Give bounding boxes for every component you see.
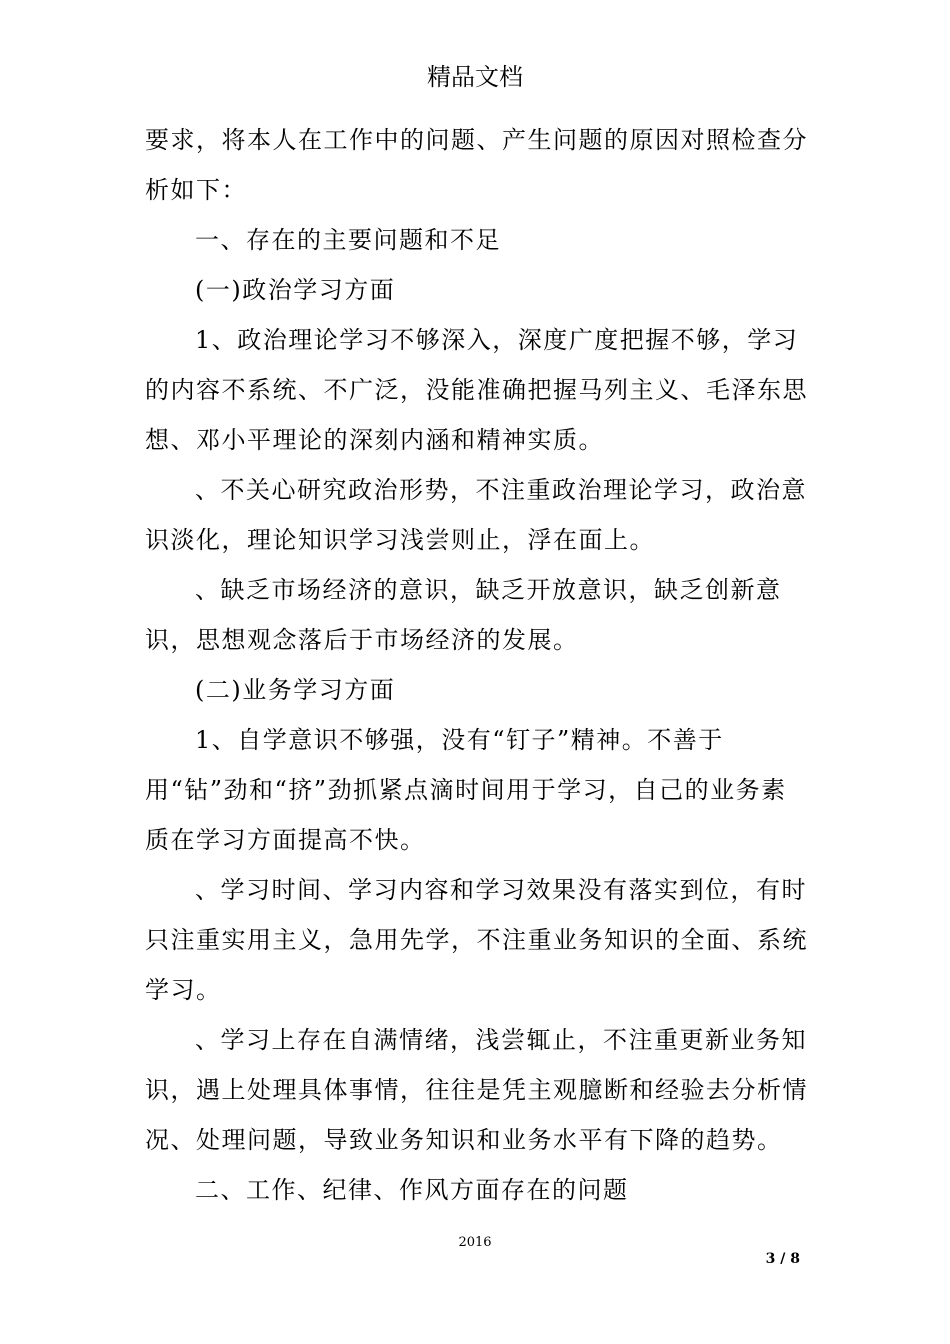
paragraph-business-item-3: 、学习上存在自满情绪，浅尝辄止，不注重更新业务知识，遇上处理具体事情，往往是凭主观臆断和经验去分析情况、处理问题，导致业务知识和业务水平有下降的趋势。 xyxy=(145,1026,808,1154)
page-number: 3 / 8 xyxy=(765,1251,800,1267)
paragraph-political-item-3: 、缺乏市场经济的意识，缺乏开放意识，缺乏创新意识，思想观念落后于市场经济的发展。 xyxy=(145,576,782,654)
page-header-title: 精品文档 xyxy=(427,63,523,91)
paragraph-business-item-1: 1、自学意识不够强，没有“钉子”精神。不善于用“钻”劲和“挤”劲抓紧点滴时间用于学习，自己的业务素质在学习方面提高不快。 xyxy=(145,726,787,854)
paragraph-business-item-2: 、学习时间、学习内容和学习效果没有落实到位，有时只注重实用主义，急用先学，不注重业务知识的全面、系统学习。 xyxy=(145,876,808,1004)
paragraph-political-item-2: 、不关心研究政治形势，不注重政治理论学习，政治意识淡化，理论知识学习浅尝则止，浮在面上。 xyxy=(145,476,807,554)
footer-year: 2016 xyxy=(458,1235,492,1250)
document-body xyxy=(145,115,810,1215)
subsection-heading-political-study: (一)政治学习方面 xyxy=(195,276,396,304)
section-heading-main-problems: 一、存在的主要问题和不足 xyxy=(195,226,501,254)
section-heading-work-discipline: 二、工作、纪律、作风方面存在的问题 xyxy=(195,1176,629,1204)
paragraph-political-item-1: 1、政治理论学习不够深入，深度广度把握不够，学习的内容不系统、不广泛，没能准确把握马列主义、毛泽东思想、邓小平理论的深刻内涵和精神实质。 xyxy=(145,326,808,454)
subsection-heading-business-study: (二)业务学习方面 xyxy=(195,676,396,704)
paragraph-intro-continuation: 要求，将本人在工作中的问题、产生问题的原因对照检查分析如下： xyxy=(145,126,808,204)
